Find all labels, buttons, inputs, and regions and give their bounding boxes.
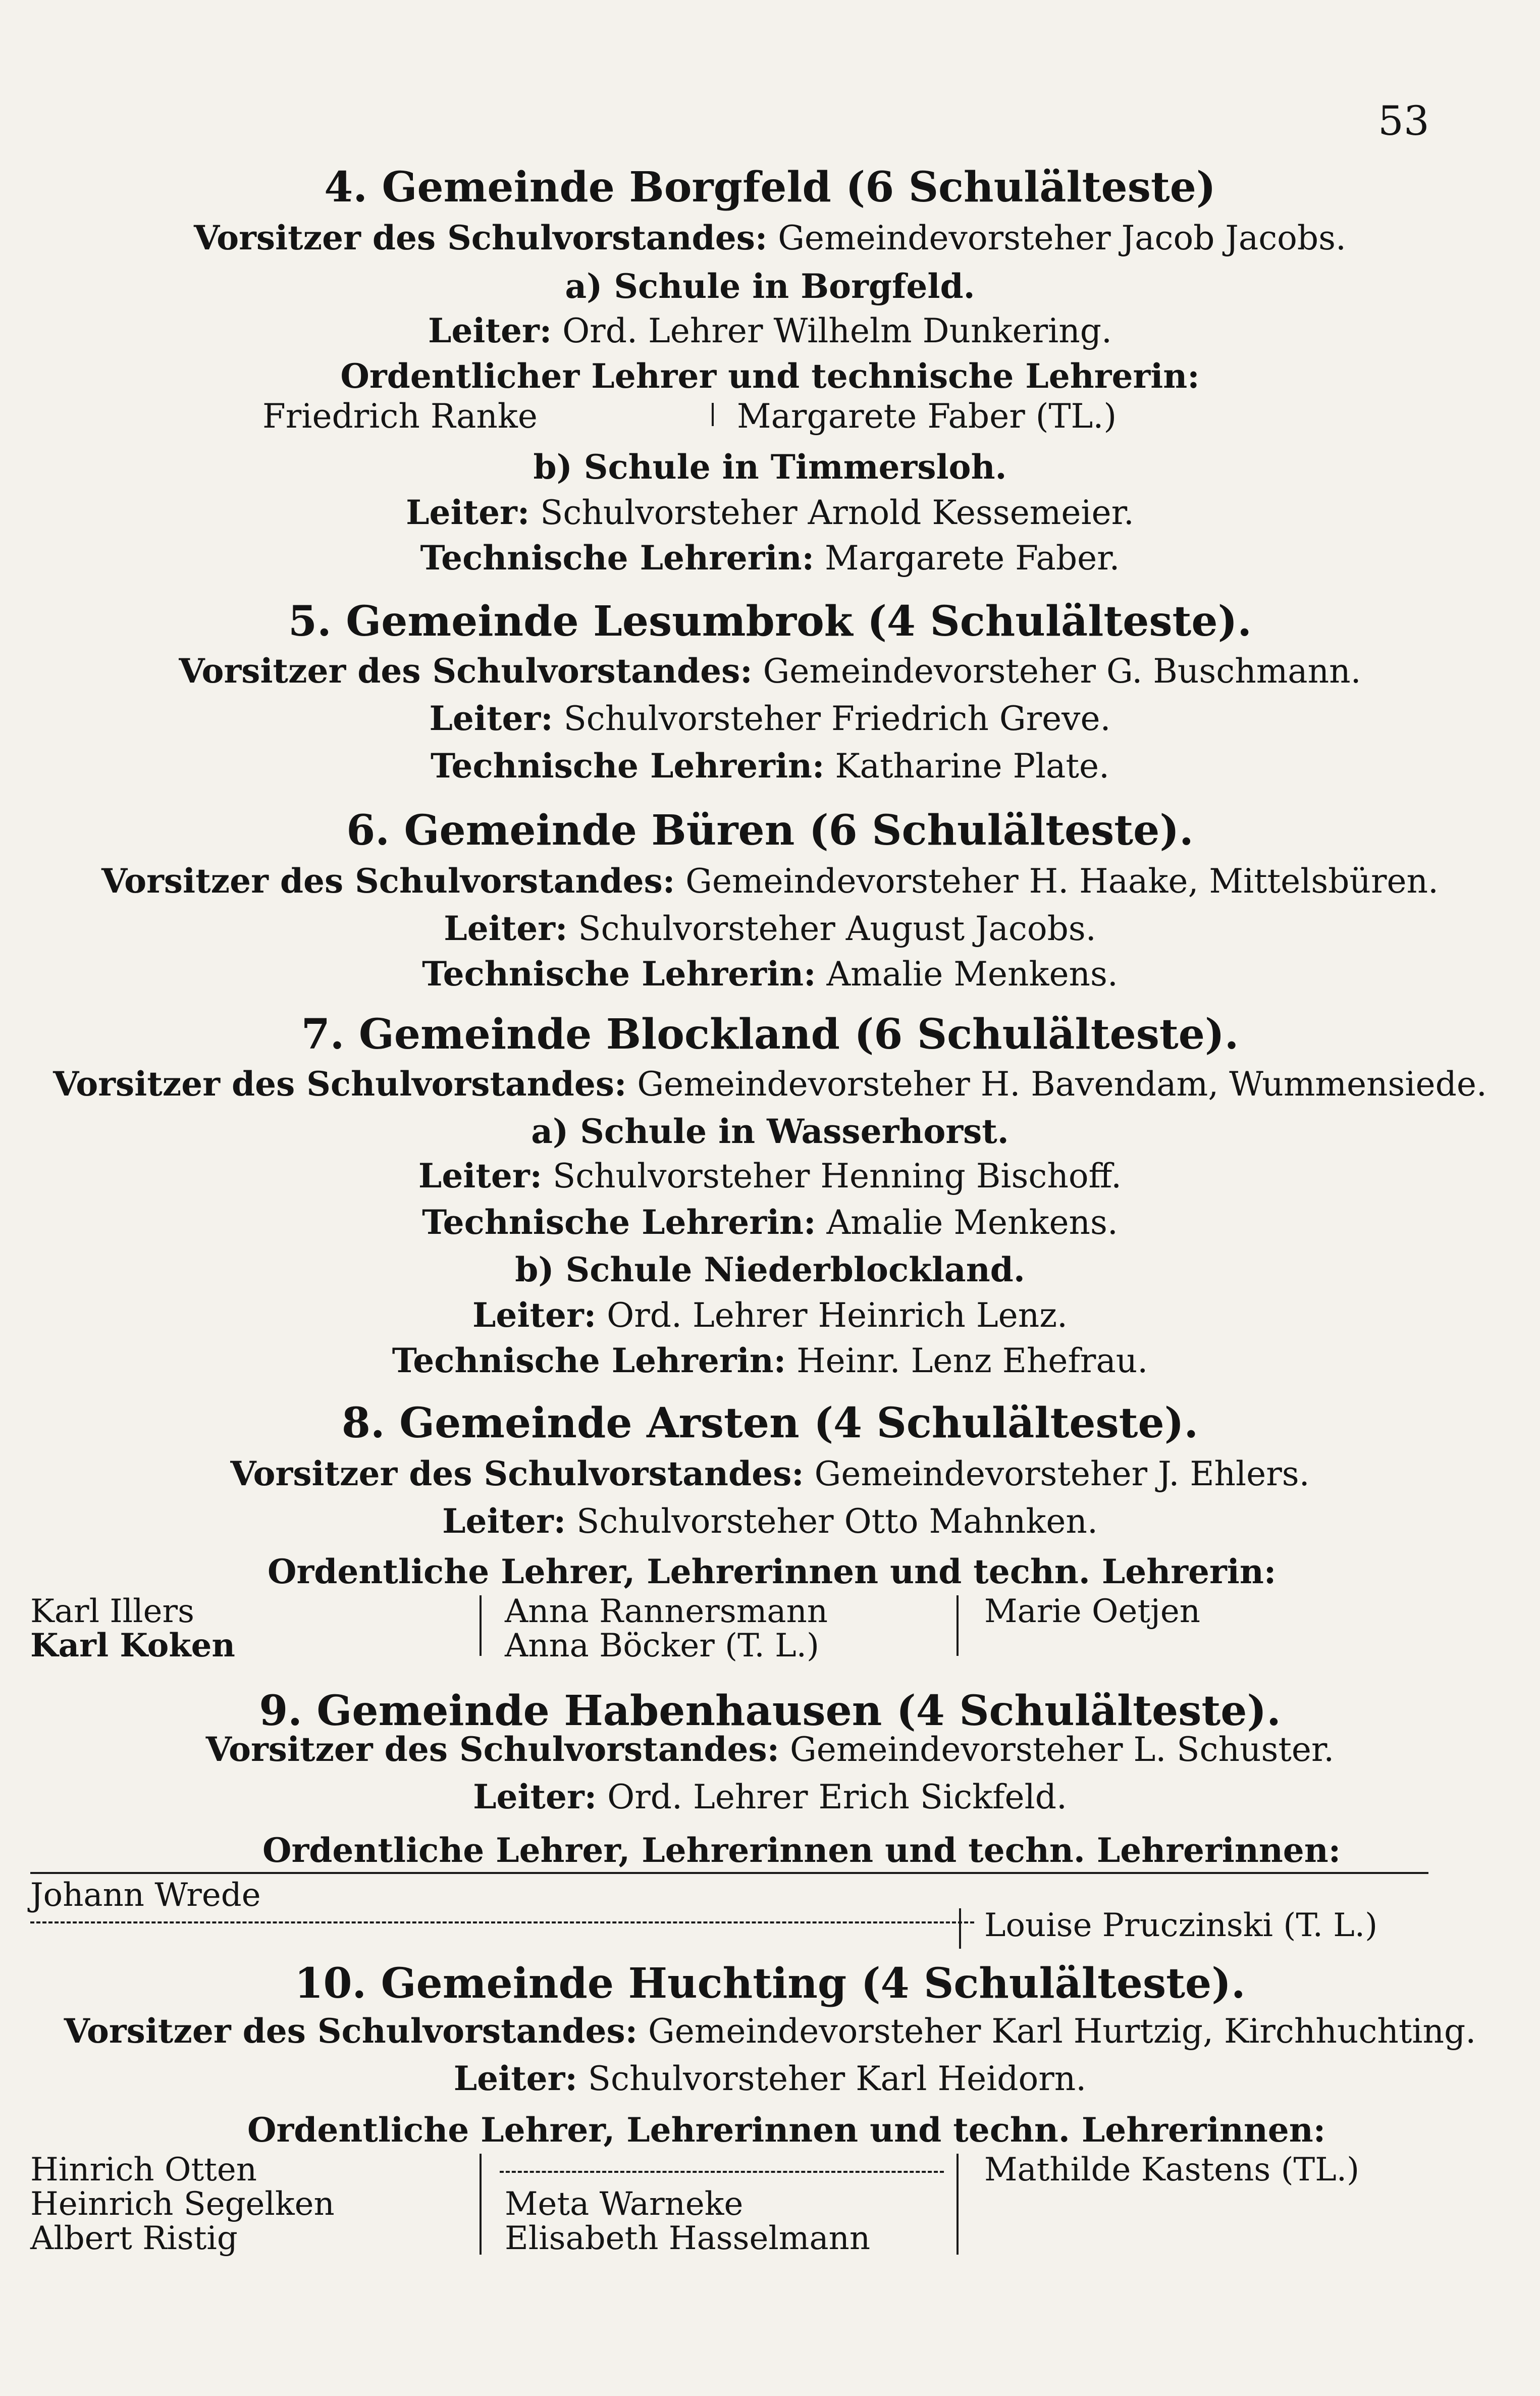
section-7-vorsitzer [0, 1064, 1540, 1104]
vorsitzer-label: Vorsitzer des Schulvorstandes: [53, 1064, 627, 1104]
vorsitzer-label: Vorsitzer des Schulvorstandes: [193, 218, 768, 257]
column-divider [957, 1595, 959, 1656]
section-5-title: 5. Gemeinde Lesumbrok (4 Schulälteste). [288, 597, 1252, 646]
tech-label: Technische Lehrerin: [420, 538, 814, 578]
leiter-name: Schulvorsteher Otto Mahnken. [576, 1502, 1098, 1541]
section-8-teacher-heading: Ordentliche Lehrer, Lehrerinnen und techn. Lehrerin: [268, 1552, 1277, 1591]
leiter-label: Leiter: [472, 1295, 597, 1335]
tech-name: Heinr. Lenz Ehefrau. [796, 1341, 1148, 1380]
section-4-title: 4. Gemeinde Borgfeld (6 Schulälteste) [324, 163, 1216, 212]
tech-name: Margarete Faber. [824, 539, 1120, 578]
teacher-name: Heinrich Segelken [30, 2185, 335, 2223]
section-7-title: 7. Gemeinde Blockland (6 Schulälteste). [301, 1010, 1239, 1059]
section-6-vorsitzer [0, 861, 1540, 901]
teacher-name: Albert Ristig [30, 2220, 238, 2257]
vorsitzer-name: Gemeindevorsteher J. Ehlers. [814, 1454, 1310, 1493]
leiter-name: Schulvorsteher Arnold Kessemeier. [540, 493, 1134, 532]
section-9-teacher-heading: Ordentliche Lehrer, Lehrerinnen und techn. Lehrerinnen: [262, 1831, 1341, 1870]
leiter-name: Schulvorsteher Karl Heidorn. [588, 2059, 1087, 2098]
leiter-label: Leiter: [444, 909, 568, 948]
vorsitzer-label: Vorsitzer des Schulvorstandes: [179, 651, 753, 691]
vorsitzer-name: Gemeindevorsteher H. Haake, Mittelsbüren. [685, 862, 1439, 901]
section-8-vorsitzer [0, 1454, 1540, 1493]
leiter-label: Leiter: [442, 1501, 566, 1541]
section-9-title: 9. Gemeinde Habenhausen (4 Schulälteste). [259, 1687, 1281, 1735]
leiter-label: Leiter: [473, 1777, 597, 1816]
section-8-column-2 [505, 1595, 828, 1664]
column-divider [957, 2154, 959, 2255]
page-number: 53 [1378, 97, 1429, 144]
tech-name: Amalie Menkens. [826, 955, 1118, 994]
section-6-tech-teacher [0, 954, 1540, 994]
section-6-leiter [0, 909, 1540, 948]
table-dashed-rule [500, 2171, 944, 2173]
teacher-name: Anna Rannersmann [505, 1593, 828, 1630]
section-5-tech-teacher [0, 746, 1540, 786]
leiter-label: Leiter: [418, 1156, 542, 1195]
leiter-name: Schulvorsteher Henning Bischoff. [552, 1157, 1122, 1195]
vorsitzer-label: Vorsitzer des Schulvorstandes: [230, 1454, 804, 1493]
leiter-label: Leiter: [406, 493, 530, 532]
section-4-teacher-left: Friedrich Ranke [262, 397, 538, 436]
leiter-name: Ord. Lehrer Heinrich Lenz. [607, 1296, 1068, 1335]
section-10-vorsitzer [0, 2011, 1540, 2051]
section-10-column-2 [505, 2185, 871, 2257]
column-divider [480, 1595, 482, 1656]
tech-name: Amalie Menkens. [826, 1203, 1118, 1242]
section-4-vorsitzer [0, 218, 1540, 257]
tech-label: Technische Lehrerin: [392, 1341, 786, 1380]
section-10-title: 10. Gemeinde Huchting (4 Schulälteste). [294, 1959, 1246, 2008]
tech-name: Katharine Plate. [835, 747, 1110, 786]
section-4-teacher-right: Margarete Faber (TL.) [737, 397, 1117, 436]
section-7-school-b: b) Schule Niederblockland. [515, 1250, 1025, 1289]
teacher-name: Karl Koken [30, 1627, 235, 1664]
vorsitzer-label: Vorsitzer des Schulvorstandes: [64, 2011, 638, 2051]
vorsitzer-label: Vorsitzer des Schulvorstandes: [205, 1730, 780, 1769]
section-8-title: 8. Gemeinde Arsten (4 Schulälteste). [341, 1399, 1199, 1447]
section-9-column-3 [984, 1909, 1377, 1944]
teacher-name: Hinrich Otten [30, 2151, 257, 2189]
section-8-leiter [0, 1501, 1540, 1541]
section-7-leiter-a [0, 1156, 1540, 1195]
leiter-name: Ord. Lehrer Erich Sickfeld. [607, 1778, 1067, 1816]
section-4-school-a: a) Schule in Borgfeld. [565, 267, 975, 306]
section-7-tech-teacher-b [0, 1341, 1540, 1380]
leiter-label: Leiter: [453, 2059, 577, 2098]
teacher-name: Karl Illers [30, 1593, 194, 1630]
section-4-teacher-heading: Ordentlicher Lehrer und technische Lehrerin: [340, 356, 1200, 396]
section-9-column-1 [30, 1879, 261, 1913]
column-divider [712, 403, 714, 426]
section-10-leiter [0, 2059, 1540, 2098]
table-top-rule [30, 1872, 1428, 1874]
leiter-name: Schulvorsteher August Jacobs. [578, 909, 1096, 948]
section-8-column-1 [30, 1595, 235, 1664]
vorsitzer-name: Gemeindevorsteher G. Buschmann. [763, 652, 1361, 691]
teacher-name: Marie Oetjen [984, 1593, 1200, 1630]
vorsitzer-name: Gemeindevorsteher Karl Hurtzig, Kirchhuchting. [648, 2012, 1476, 2051]
tech-label: Technische Lehrerin: [430, 746, 825, 786]
column-divider [480, 2154, 482, 2255]
section-4-leiter-a [0, 311, 1540, 350]
teacher-name: Elisabeth Hasselmann [505, 2220, 871, 2257]
section-10-teacher-heading: Ordentliche Lehrer, Lehrerinnen und techn. Lehrerinnen: [247, 2110, 1326, 2150]
leiter-name: Ord. Lehrer Wilhelm Dunkering. [562, 311, 1112, 350]
tech-label: Technische Lehrerin: [422, 1203, 816, 1242]
section-4-leiter-b [0, 493, 1540, 532]
leiter-label: Leiter: [429, 699, 553, 738]
section-7-school-a: a) Schule in Wasserhorst. [531, 1112, 1009, 1151]
tech-label: Technische Lehrerin: [422, 954, 816, 994]
section-4-school-b: b) Schule in Timmersloh. [533, 447, 1007, 487]
section-7-tech-teacher-a [0, 1203, 1540, 1242]
teacher-name: Louise Pruczinski (T. L.) [984, 1907, 1378, 1944]
section-8-column-3 [984, 1595, 1200, 1630]
vorsitzer-name: Gemeindevorsteher H. Bavendam, Wummensiede. [637, 1065, 1487, 1104]
section-5-leiter [0, 699, 1540, 738]
leiter-label: Leiter: [428, 311, 552, 350]
teacher-name: Anna Böcker (T. L.) [505, 1627, 819, 1664]
section-9-leiter [0, 1777, 1540, 1816]
table-dashed-rule [30, 1921, 974, 1923]
teacher-name: Mathilde Kastens (TL.) [984, 2151, 1360, 2189]
section-9-vorsitzer [0, 1730, 1540, 1769]
vorsitzer-name: Gemeindevorsteher L. Schuster. [790, 1730, 1335, 1769]
leiter-name: Schulvorsteher Friedrich Greve. [563, 699, 1111, 738]
section-10-column-3 [984, 2151, 1360, 2189]
section-10-column-1 [30, 2151, 335, 2257]
column-divider [959, 1908, 961, 1949]
section-7-leiter-b [0, 1295, 1540, 1335]
vorsitzer-label: Vorsitzer des Schulvorstandes: [101, 861, 675, 901]
teacher-name: Meta Warneke [505, 2185, 744, 2223]
teacher-name: Johann Wrede [30, 1877, 261, 1914]
vorsitzer-name: Gemeindevorsteher Jacob Jacobs. [778, 219, 1347, 257]
section-6-title: 6. Gemeinde Büren (6 Schulälteste). [346, 806, 1194, 855]
section-5-vorsitzer [0, 651, 1540, 691]
section-4-tech-teacher [0, 538, 1540, 578]
